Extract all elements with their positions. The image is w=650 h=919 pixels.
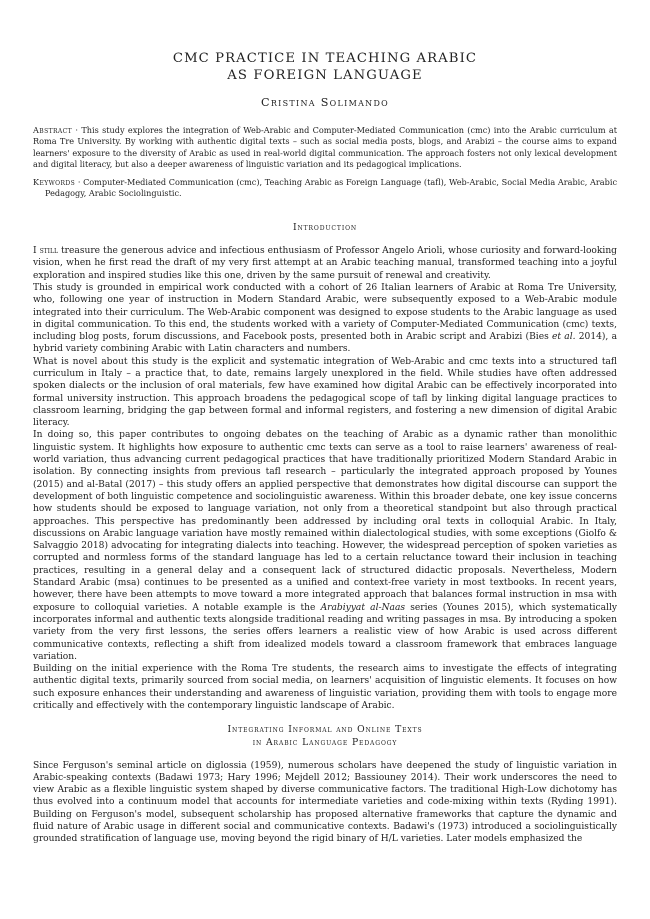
intro-paragraph-4: In doing so, this paper contributes to ongoing debates on the teaching of Arabic as a dynamic rather than monolithic linguistic system. It highlights how exposure to authentic cmc texts can serve as a tool to raise learners' awareness of real-world variation, thus advancing current pedagogical practices that have traditionally prioritized Modern Standard Arabic in isolation. By connecting insights from previous tafl research – particularly the integrated approach proposed by Younes (2015) and al-Batal (2017) – this study offers an applied perspective that demonstrates how digital discourse can support the development of both linguistic competence and sociolinguistic awareness. Within this broader debate, one key issue concerns how students should be exposed to language variation, not only from a theoretical standpoint but also through practical approaches. This perspective has predominantly been addressed by including oral texts in colloquial Arabic. In Italy, discussions on Arabic language variation have mostly remained within dialectological studies, with some exceptions (Giolfo & Salvaggio 2018) advocating for integrating dialects into teaching. However, the widespread perception of spoken varieties as corrupted and normless forms of the standard language has led to a certain reluctance toward their inclusion in teaching practices, resulting in a general delay and a consequent lack of structured didactic proposals. Nevertheless, Modern Standard Arabic (msa) continues to be presented as a unified and context-free variety in most textbooks. In recent years, however, there have been attempts to move toward a more integrated approach that balances formal instruction in msa with exposure to colloquial varieties. A notable example is the Arabiyyat al-Naas series (Younes 2015), which systematically incorporates informal and authentic texts alongside traditional reading and writing passages in msa. By introducing a spoken variety from the very first lessons, the series offers learners a realistic view of how Arabic is used across different communicative contexts, reflecting a shift from idealized models toward a classroom framework that embraces language variation.: [33, 430, 617, 662]
intro-paragraph-5: Building on the initial experience with the Roma Tre students, the research aims to investigate the effects of integrating authentic digital texts, primarily sourced from social media, on learners' acquisition of linguistic elements. It focuses on how such exposure enhances their understanding and awareness of linguistic variation, providing them with tools to engage more critically and effectively with the contemporary linguistic landscape of Arabic.: [33, 664, 617, 712]
section-2-body: [33, 760, 617, 846]
section-2-paragraph-1: Since Ferguson's seminal article on diglossia (1959), numerous scholars have deepened the study of linguistic variation in Arabic-speaking contexts (Badawi 1973; Hary 1996; Mejdell 2012; Bassiouney 2014). Their work underscores the need to view Arabic as a flexible linguistic system shaped by diverse communicative factors. The traditional High-Low dichotomy has thus evolved into a continuum model that accounts for intermediate varieties and code-mixing within texts (Ryding 1991). Building on Ferguson's model, subsequent scholarship has proposed alternative frameworks that capture the dynamic and fluid nature of Arabic usage in different social and communicative contexts. Badawi's (1973) introduced a sociolinguistically grounded stratification of language use, moving beyond the rigid binary of H/L varieties. Later models emphasized the: [33, 760, 617, 845]
title-line-1: CMC PRACTICE IN TEACHING ARABIC: [172, 51, 478, 66]
keywords: [33, 177, 617, 200]
intro-paragraph-3: What is novel about this study is the explicit and systematic integration of Web-Arabic and cmc texts into a structured tafl curriculum in Italy – a practice that, to date, remains largely unexplored in the field. While studies have often addressed spoken dialects or the inclusion of oral materials, few have examined how digital Arabic can be effectively incorporated into formal university instruction. This approach broadens the pedagogical scope of tafl by linking digital language practices to classroom learning, bridging the gap between formal and informal registers, and fostering a new dimension of digital Arabic literacy.: [33, 356, 617, 429]
article-title: [33, 50, 617, 84]
abstract: [33, 125, 617, 171]
intro-paragraph-1: I still treasure the generous advice and infectious enthusiasm of Professor Angelo Arioli, whose curiosity and forward-looking vision, when he first read the draft of my very first attempt at an Arabic teaching manual, transformed teaching into a joyful exploration and inspired studies like this one, driven by the same pursuit of renewal and creativity.: [33, 246, 617, 281]
abstract-text: · This study explores the integration of Web-Arabic and Computer-Mediated Communication (cmc) into the Arabic curriculum at Roma Tre University. By working with authentic digital texts – such as social media posts, blogs, and Arabizi – the course aims to expand learners' exposure to the diversity of Arabic as used in real-world digital communication. The approach fosters not only lexical development and digital literacy, but also a deeper awareness of linguistic variation and its pedagogical implications.: [33, 125, 617, 170]
intro-paragraph-2: This study is grounded in empirical work conducted with a cohort of 26 Italian learners of Arabic at Roma Tre University, who, following one year of instruction in Modern Standard Arabic, were subsequently exposed to a Web-Arabic module integrated into their curriculum. The Web-Arabic component was designed to expose students to the Arabic language as used in digital communication. To this end, the students worked with a variety of Computer-Mediated Communication (cmc) texts, including blog posts, forum discussions, and Facebook posts, presented both in Arabic script and Arabizi (Bies et al. 2014), a hybrid variety combining Arabic with Latin characters and numbers.: [33, 282, 617, 355]
title-line-2: AS FOREIGN LANGUAGE: [227, 68, 423, 83]
author-name: Cristina Solimando: [260, 96, 390, 109]
drop-lead: I still: [33, 246, 59, 257]
introduction-body: [33, 245, 617, 712]
keywords-label: Keywords: [33, 176, 76, 187]
abstract-label: Abstract: [33, 125, 73, 135]
keywords-text: · Computer-Mediated Communication (cmc), Teaching Arabic as Foreign Language (tafl), Web-Arabic, Social Media Arabic, Arabic Pedagogy, Arabic Sociolinguistic.: [45, 176, 617, 199]
section-heading-integrating: Integrating Informal and Online Texts in Arabic Language Pedagogy: [227, 724, 423, 748]
section-heading-introduction: Introduction: [292, 222, 358, 234]
article-page: [33, 50, 617, 846]
